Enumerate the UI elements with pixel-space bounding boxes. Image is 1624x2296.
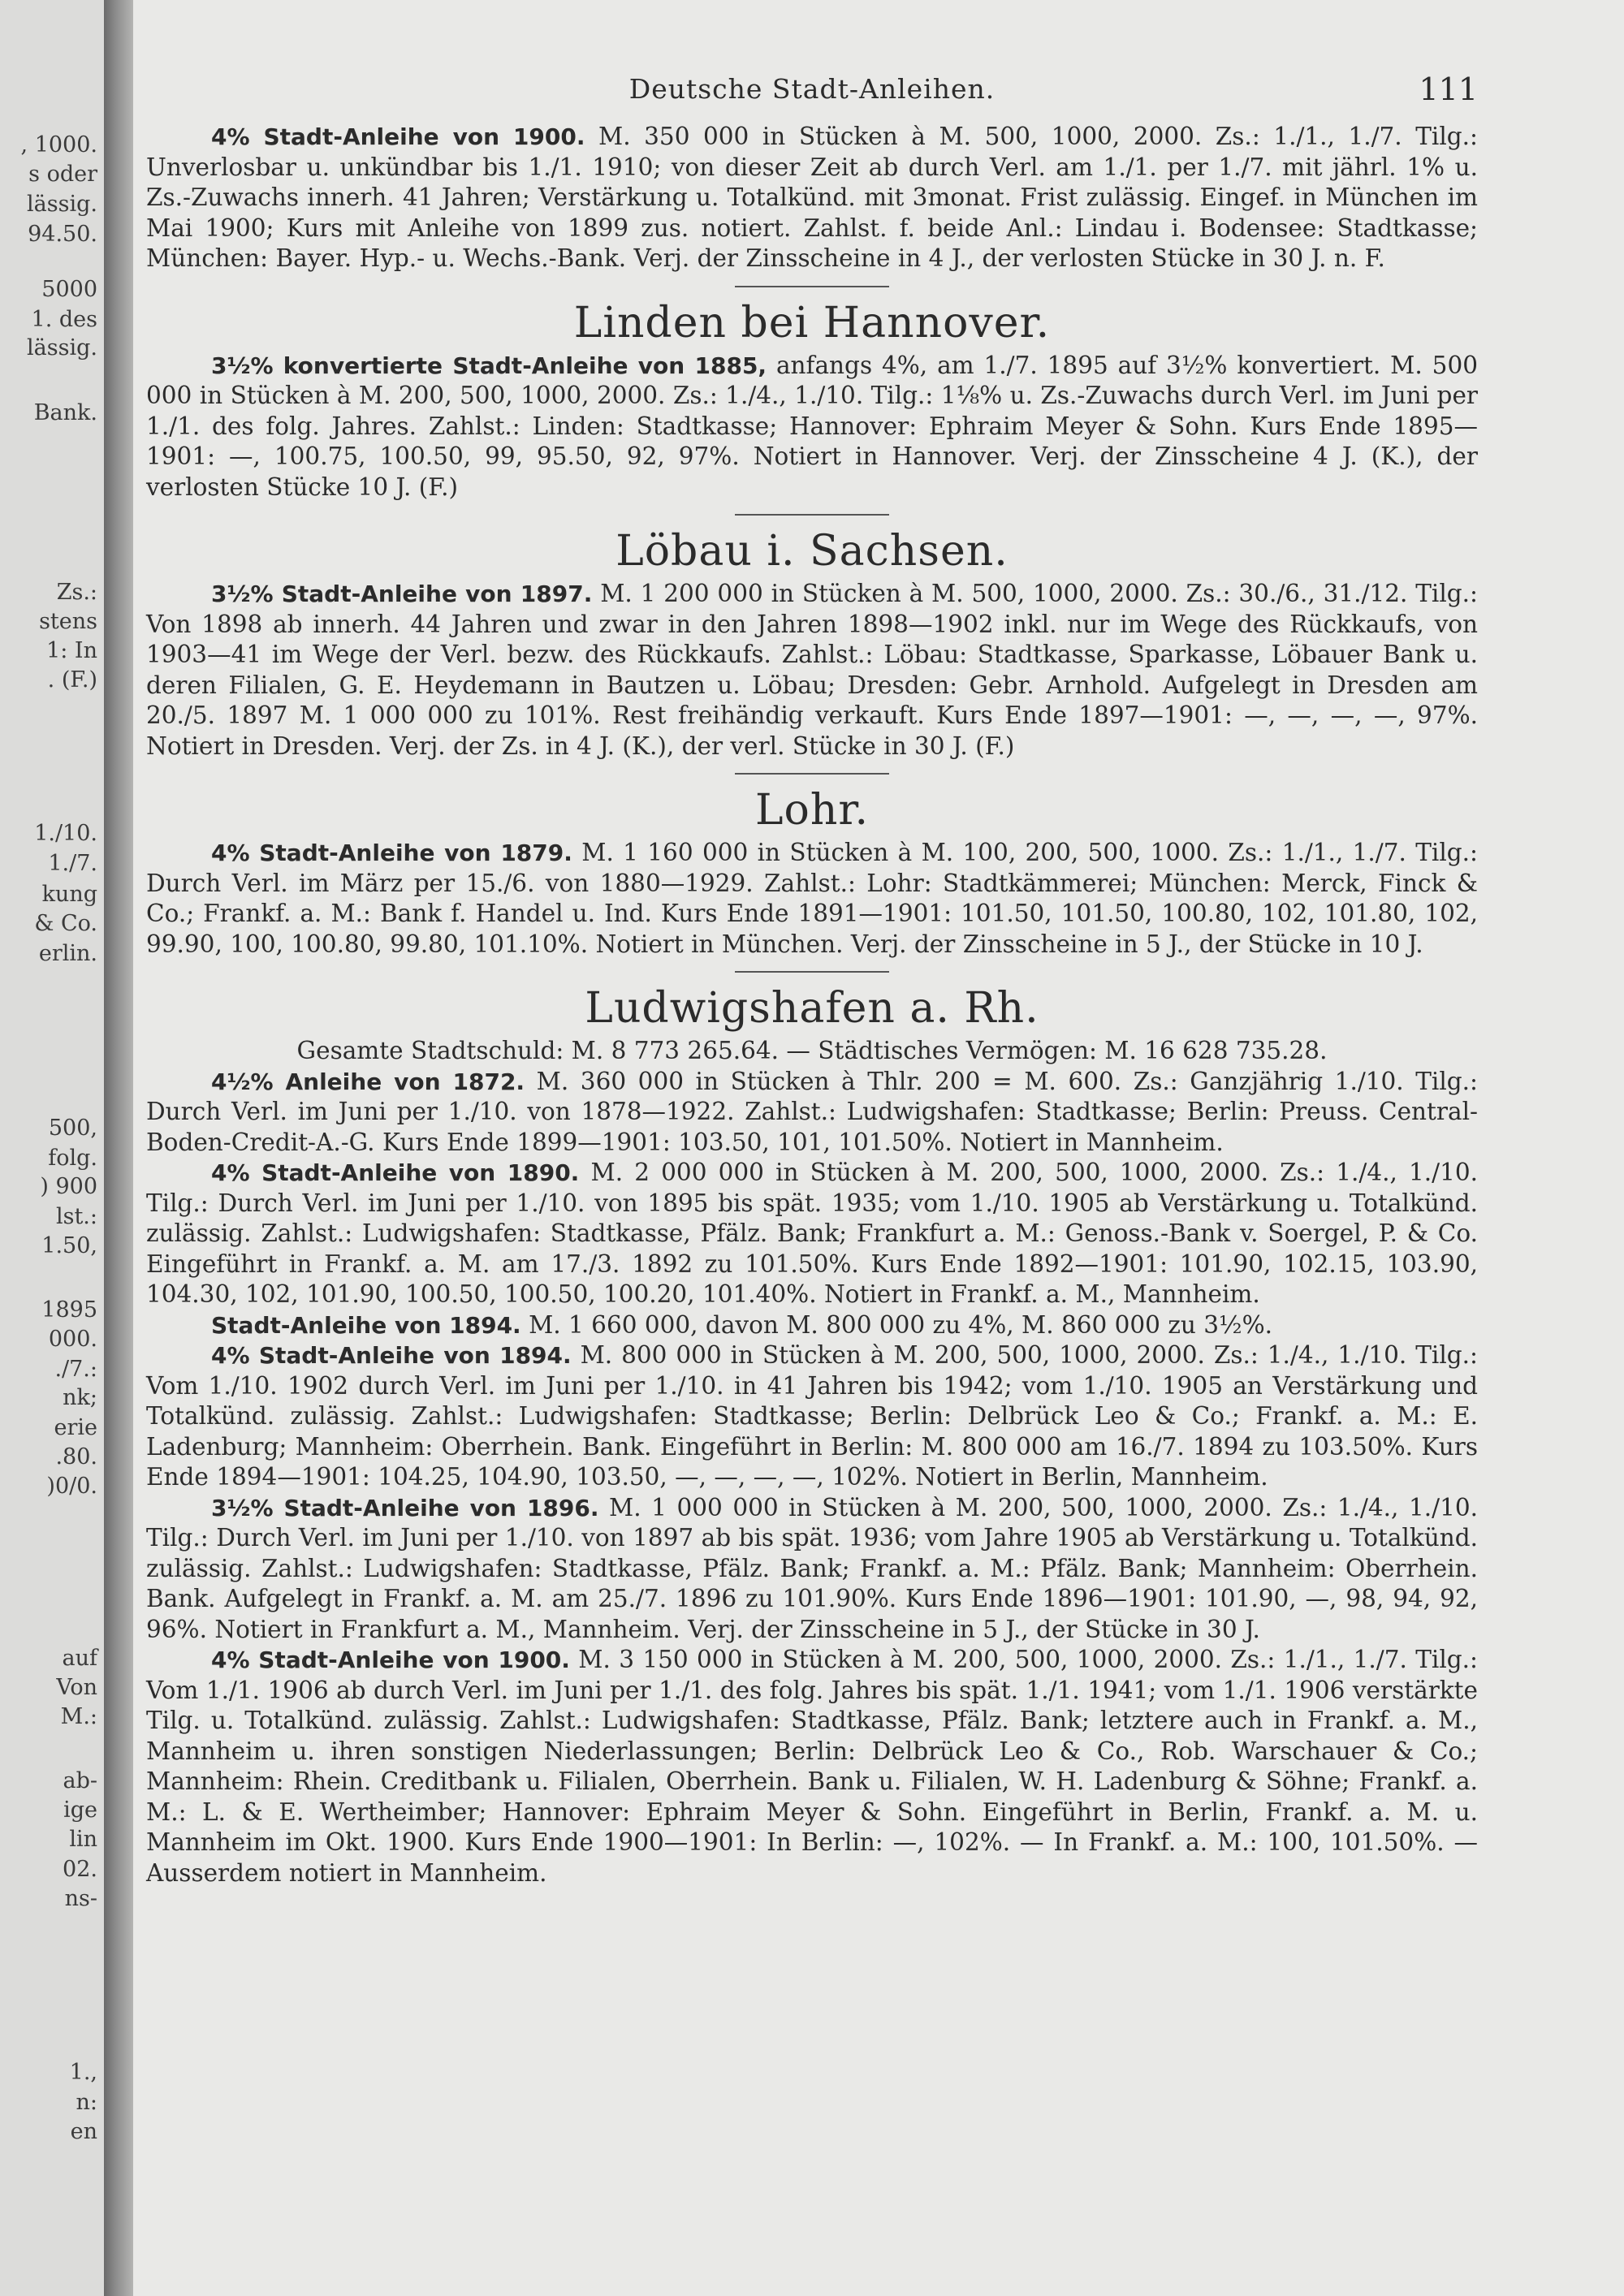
previous-page-fragment: 1.50,: [41, 1233, 97, 1258]
loan-details: M. 2 000 000 in Stücken à M. 200, 500, 1000, 2000. Zs.: 1./4., 1./10. Tilg.: Durch Verl. im Juni per 1./10. von 1895 bis spät. 1935; vom 1./10. 1905 ab Verstärkung u. Totalkünd. zulässig. Zahlst.: Ludwigshafen: Stadtkasse, Pfälz. Bank; Frankfurt a. M.: Genoss.-Bank v. Soergel, P. & Co. Eingeführt in Frankf. a. M. am 17./3. 1892 zu 101.50%. Kurs Ende 1892—1901: 101.90, 102.15, 103.90, 104.30, 102, 101.90, 100.50, 100.50, 100.20, 101.40%. Notiert in Frankf. a. M., Mannheim.: [146, 1159, 1478, 1308]
loan-details: M. 1 200 000 in Stücken à M. 500, 1000, 2000. Zs.: 30./6., 31./12. Tilg.: Von 1898 ab innerh. 44 Jahren und zwar in den Jahren 1898—1902 inkl. nur im Wege des Rückkaufs, von 1903—41 im Wege der Verl. bezw. des Rückkaufs. Zahlst.: Löbau: Stadtkasse, Sparkasse, Löbauer Bank u. deren Filialen, G. E. Heydemann in Bautzen u. Löbau; Dresden: Gebr. Arnhold. Aufgelegt in Dresden am 20./5. 1897 M. 1 000 000 zu 101%. Rest freihändig verkauft. Kurs Ende 1897—1901: —, —, —, —, 97%. Notiert in Dresden. Verj. der Zs. in 4 J. (K.), der verl. Stücke in 30 J. (F.): [146, 580, 1478, 760]
loan-entry: [146, 838, 1478, 960]
page-content: [146, 122, 1478, 1888]
city-heading: Löbau i. Sachsen.: [615, 527, 1009, 576]
previous-page-fragment: 1./10.: [34, 821, 97, 846]
loan-details: M. 360 000 in Stücken à Thlr. 200 = M. 600. Zs.: Ganzjährig 1./10. Tilg.: Durch Verl. im Juni per 1./10. von 1878—1922. Zahlst.: Ludwigshafen: Stadtkasse; Berlin: Preuss. Central-Boden-Credit-A.-G. Kurs Ende 1899—1901: 103.50, 101, 101.50%. Notiert in Mannheim.: [146, 1067, 1478, 1156]
loan-title: 4% Stadt-Anleihe von 1900.: [211, 123, 585, 150]
city-heading: Ludwigshafen a. Rh.: [585, 984, 1039, 1033]
loan-details: M. 1 000 000 in Stücken à M. 200, 500, 1000, 2000. Zs.: 1./4., 1./10. Tilg.: Durch Verl. im Juni per 1./10. von 1897 ab bis spät. 1936; vom Jahre 1905 ab Verstärkung u. Totalkünd. zulässig. Zahlst.: Ludwigshafen: Stadtkasse, Pfälz. Bank; Frankf. a. M.: Pfälz. Bank; Mannheim: Oberrhein. Bank. Aufgelegt in Frankf. a. M. am 25./7. 1896 zu 101.90%. Kurs Ende 1896—1901: 101.90, —, 98, 94, 92, 96%. Notiert in Frankfurt a. M., Mannheim. Verj. der Zinsscheine in 5 J., der Stücke in 30 J.: [146, 1493, 1478, 1643]
previous-page-fragment: , 1000.: [20, 132, 97, 158]
previous-page-fragment: ab-: [63, 1768, 97, 1793]
loan-details: M. 1 660 000, davon M. 800 000 zu 4%, M. 860 000 zu 3½%.: [520, 1310, 1273, 1339]
loan-title: 4% Stadt-Anleihe von 1890.: [211, 1159, 580, 1186]
previous-page-fragment: ige: [63, 1798, 97, 1823]
previous-page-fragment: Zs.:: [56, 580, 97, 605]
section-divider: [735, 514, 889, 516]
previous-page-fragment: & Co.: [34, 911, 97, 936]
previous-page-fragment: 1. des: [31, 307, 97, 332]
previous-page-fragment: 94.50.: [28, 222, 97, 247]
loan-entry: [146, 1158, 1478, 1310]
previous-page-fragment: lin: [69, 1827, 97, 1852]
loan-title: Stadt-Anleihe von 1894.: [211, 1311, 521, 1339]
previous-page-fragment: )0/0.: [46, 1474, 97, 1499]
loan-entry: [146, 1493, 1478, 1646]
previous-page-fragment: 1./7.: [48, 851, 97, 876]
city-summary: Gesamte Stadtschuld: M. 8 773 265.64. — Städtisches Vermögen: M. 16 628 735.28.: [296, 1037, 1328, 1064]
loan-title: 4% Stadt-Anleihe von 1894.: [211, 1342, 572, 1369]
loan-details: M. 800 000 in Stücken à M. 200, 500, 1000, 2000. Zs.: 1./4., 1./10. Tilg.: Vom 1./10. 1902 durch Verl. im Juni per 1./10. in 41 Jahren bis 1942; vom 1./10. 1905 an Verstärkung und Totalkünd. zulässig. Zahlst.: Ludwigshafen: Stadtkasse; Berlin: Delbrück Leo & Co.; Frankf. a. M.: E. Ladenburg; Mannheim: Oberrhein. Bank. Eingeführt in Berlin: M. 800 000 am 16./7. 1894 zu 103.50%. Kurs Ende 1894—1901: 104.25, 104.90, 103.50, —, —, —, —, 102%. Notiert in Berlin, Mannheim.: [146, 1341, 1478, 1491]
city-heading: Lohr.: [754, 786, 869, 835]
previous-page-margin: [0, 0, 104, 2296]
section-divider: [735, 773, 889, 775]
previous-page-fragment: n:: [76, 2090, 97, 2115]
previous-page-fragment: nk;: [63, 1385, 97, 1410]
loan-entry: [146, 1310, 1478, 1341]
running-head: [146, 65, 1478, 122]
previous-page-fragment: 02.: [63, 1857, 97, 1882]
previous-page-fragment: erie: [54, 1415, 97, 1440]
loan-entry: [146, 1340, 1478, 1493]
previous-page-fragment: erlin.: [38, 941, 97, 966]
previous-page-fragment: 1.,: [69, 2060, 97, 2085]
loan-title: 3½% konvertierte Stadt-Anleihe von 1885,: [211, 352, 767, 379]
loan-details: M. 1 160 000 in Stücken à M. 100, 200, 500, 1000. Zs.: 1./1., 1./7. Tilg.: Durch Verl. im März per 15./6. von 1880—1929. Zahlst.: Lohr: Stadtkämmerei; München: Merck, Finck & Co.; Frankf. a. M.: Bank f. Handel u. Ind. Kurs Ende 1891—1901: 101.50, 101.50, 100.80, 102, 101.80, 102, 99.90, 100, 100.80, 99.80, 101.10%. Notiert in München. Verj. der Zinsscheine in 5 J., der Stücke in 10 J.: [146, 839, 1478, 958]
previous-page-fragment: ./7.:: [54, 1357, 97, 1382]
page-number: 111: [1419, 71, 1478, 107]
previous-page-fragment: s oder: [28, 162, 97, 187]
loan-entry: [146, 1645, 1478, 1888]
previous-page-fragment: 5000: [41, 277, 97, 302]
previous-page-fragment: en: [70, 2119, 97, 2144]
section-divider: [735, 286, 889, 287]
loan-entry: [146, 1067, 1478, 1159]
previous-page-fragment: 1: In: [46, 638, 97, 663]
running-title: Deutsche Stadt-Anleihen.: [628, 73, 996, 105]
loan-entry: [146, 122, 1478, 274]
loan-title: 4½% Anleihe von 1872.: [211, 1068, 525, 1095]
loan-title: 4% Stadt-Anleihe von 1879.: [211, 839, 572, 866]
loan-details: M. 350 000 in Stücken à M. 500, 1000, 2000. Zs.: 1./1., 1./7. Tilg.: Unverlosbar u. unkündbar bis 1./1. 1910; von dieser Zeit ab durch Verl. am 1./1. per 1./7. mit jährl. 1% u. Zs.-Zuwachs innerh. 41 Jahren; Verstärkung u. Totalkünd. mit 3monat. Frist zulässig. Eingef. in München im Mai 1900; Kurs mit Anleihe von 1899 zus. notiert. Zahlst. f. beide Anl.: Lindau i. Bodensee: Stadtkasse; München: Bayer. Hyp.- u. Wechs.-Bank. Verj. der Zinsscheine in 4 J., der verlosten Stücke in 30 J. n. F.: [146, 123, 1478, 272]
loan-details: M. 3 150 000 in Stücken à M. 200, 500, 1000, 2000. Zs.: 1./1., 1./7. Tilg.: Vom 1./1. 1906 ab durch Verl. im Juni per 1./1. des folg. Jahres bis spät. 1./1. 1941; vom 1./1. 1906 verstärkte Tilg. u. Totalkünd. zulässig. Zahlst.: Ludwigshafen: Stadtkasse, Pfälz. Bank; letztere auch in Frankf. a. M., Mannheim u. ihren sonstigen Niederlassungen; Berlin: Delbrück Leo & Co., Rob. Warschauer & Co.; Mannheim: Rhein. Creditbank u. Filialen, Oberrhein. Bank u. Filialen, W. H. Ladenburg & Söhne; Frankf. a. M.: L. & E. Wertheimber; Hannover: Ephraim Meyer & Sohn. Eingeführt in Berlin, Frankf. a. M. u. Mannheim im Okt. 1900. Kurs Ende 1900—1901: In Berlin: —, 102%. — In Frankf. a. M.: 100, 101.50%. — Ausserdem notiert in Mannheim.: [146, 1646, 1478, 1887]
loan-title: 3½% Stadt-Anleihe von 1896.: [211, 1494, 599, 1521]
loan-entry: [146, 579, 1478, 762]
previous-page-fragment: M.:: [60, 1704, 97, 1729]
previous-page-fragment: folg.: [48, 1146, 97, 1171]
previous-page-fragment: kung: [41, 882, 97, 907]
previous-page-fragment: 000.: [48, 1327, 97, 1352]
previous-page-fragment: Bank.: [33, 400, 97, 425]
previous-page-fragment: ns-: [64, 1886, 97, 1911]
loan-title: 3½% Stadt-Anleihe von 1897.: [211, 580, 593, 607]
page: [146, 65, 1478, 2273]
section-divider: [735, 971, 889, 973]
city-heading: Linden bei Hannover.: [573, 298, 1051, 347]
previous-page-fragment: .80.: [55, 1444, 97, 1470]
previous-page-fragment: . (F.): [47, 667, 97, 693]
book-gutter: [104, 0, 133, 2296]
previous-page-fragment: lässig.: [27, 335, 97, 360]
previous-page-fragment: 1895: [41, 1297, 97, 1323]
loan-title: 4% Stadt-Anleihe von 1900.: [211, 1646, 570, 1673]
previous-page-fragment: lst.:: [55, 1204, 97, 1229]
previous-page-fragment: lässig.: [27, 192, 97, 217]
loan-entry: [146, 351, 1478, 503]
previous-page-fragment: ) 900: [40, 1174, 97, 1199]
previous-page-fragment: Von: [56, 1675, 97, 1700]
previous-page-fragment: 500,: [48, 1116, 97, 1141]
loan-details: anfangs 4%, am 1./7. 1895 auf 3½% konvertiert. M. 500 000 in Stücken à M. 200, 500, 1000, 2000. Zs.: 1./4., 1./10. Tilg.: 1⅛% u. Zs.-Zuwachs durch Verl. im Juni per 1./1. des folg. Jahres. Zahlst.: Linden: Stadtkasse; Hannover: Ephraim Meyer & Sohn. Kurs Ende 1895—1901: —, 100.75, 100.50, 99, 95.50, 92, 97%. Notiert in Hannover. Verj. der Zinsscheine 4 J. (K.), der verlosten Stücke 10 J. (F.): [146, 351, 1478, 501]
previous-page-fragment: auf: [62, 1646, 97, 1671]
previous-page-fragment: stens: [39, 609, 97, 634]
